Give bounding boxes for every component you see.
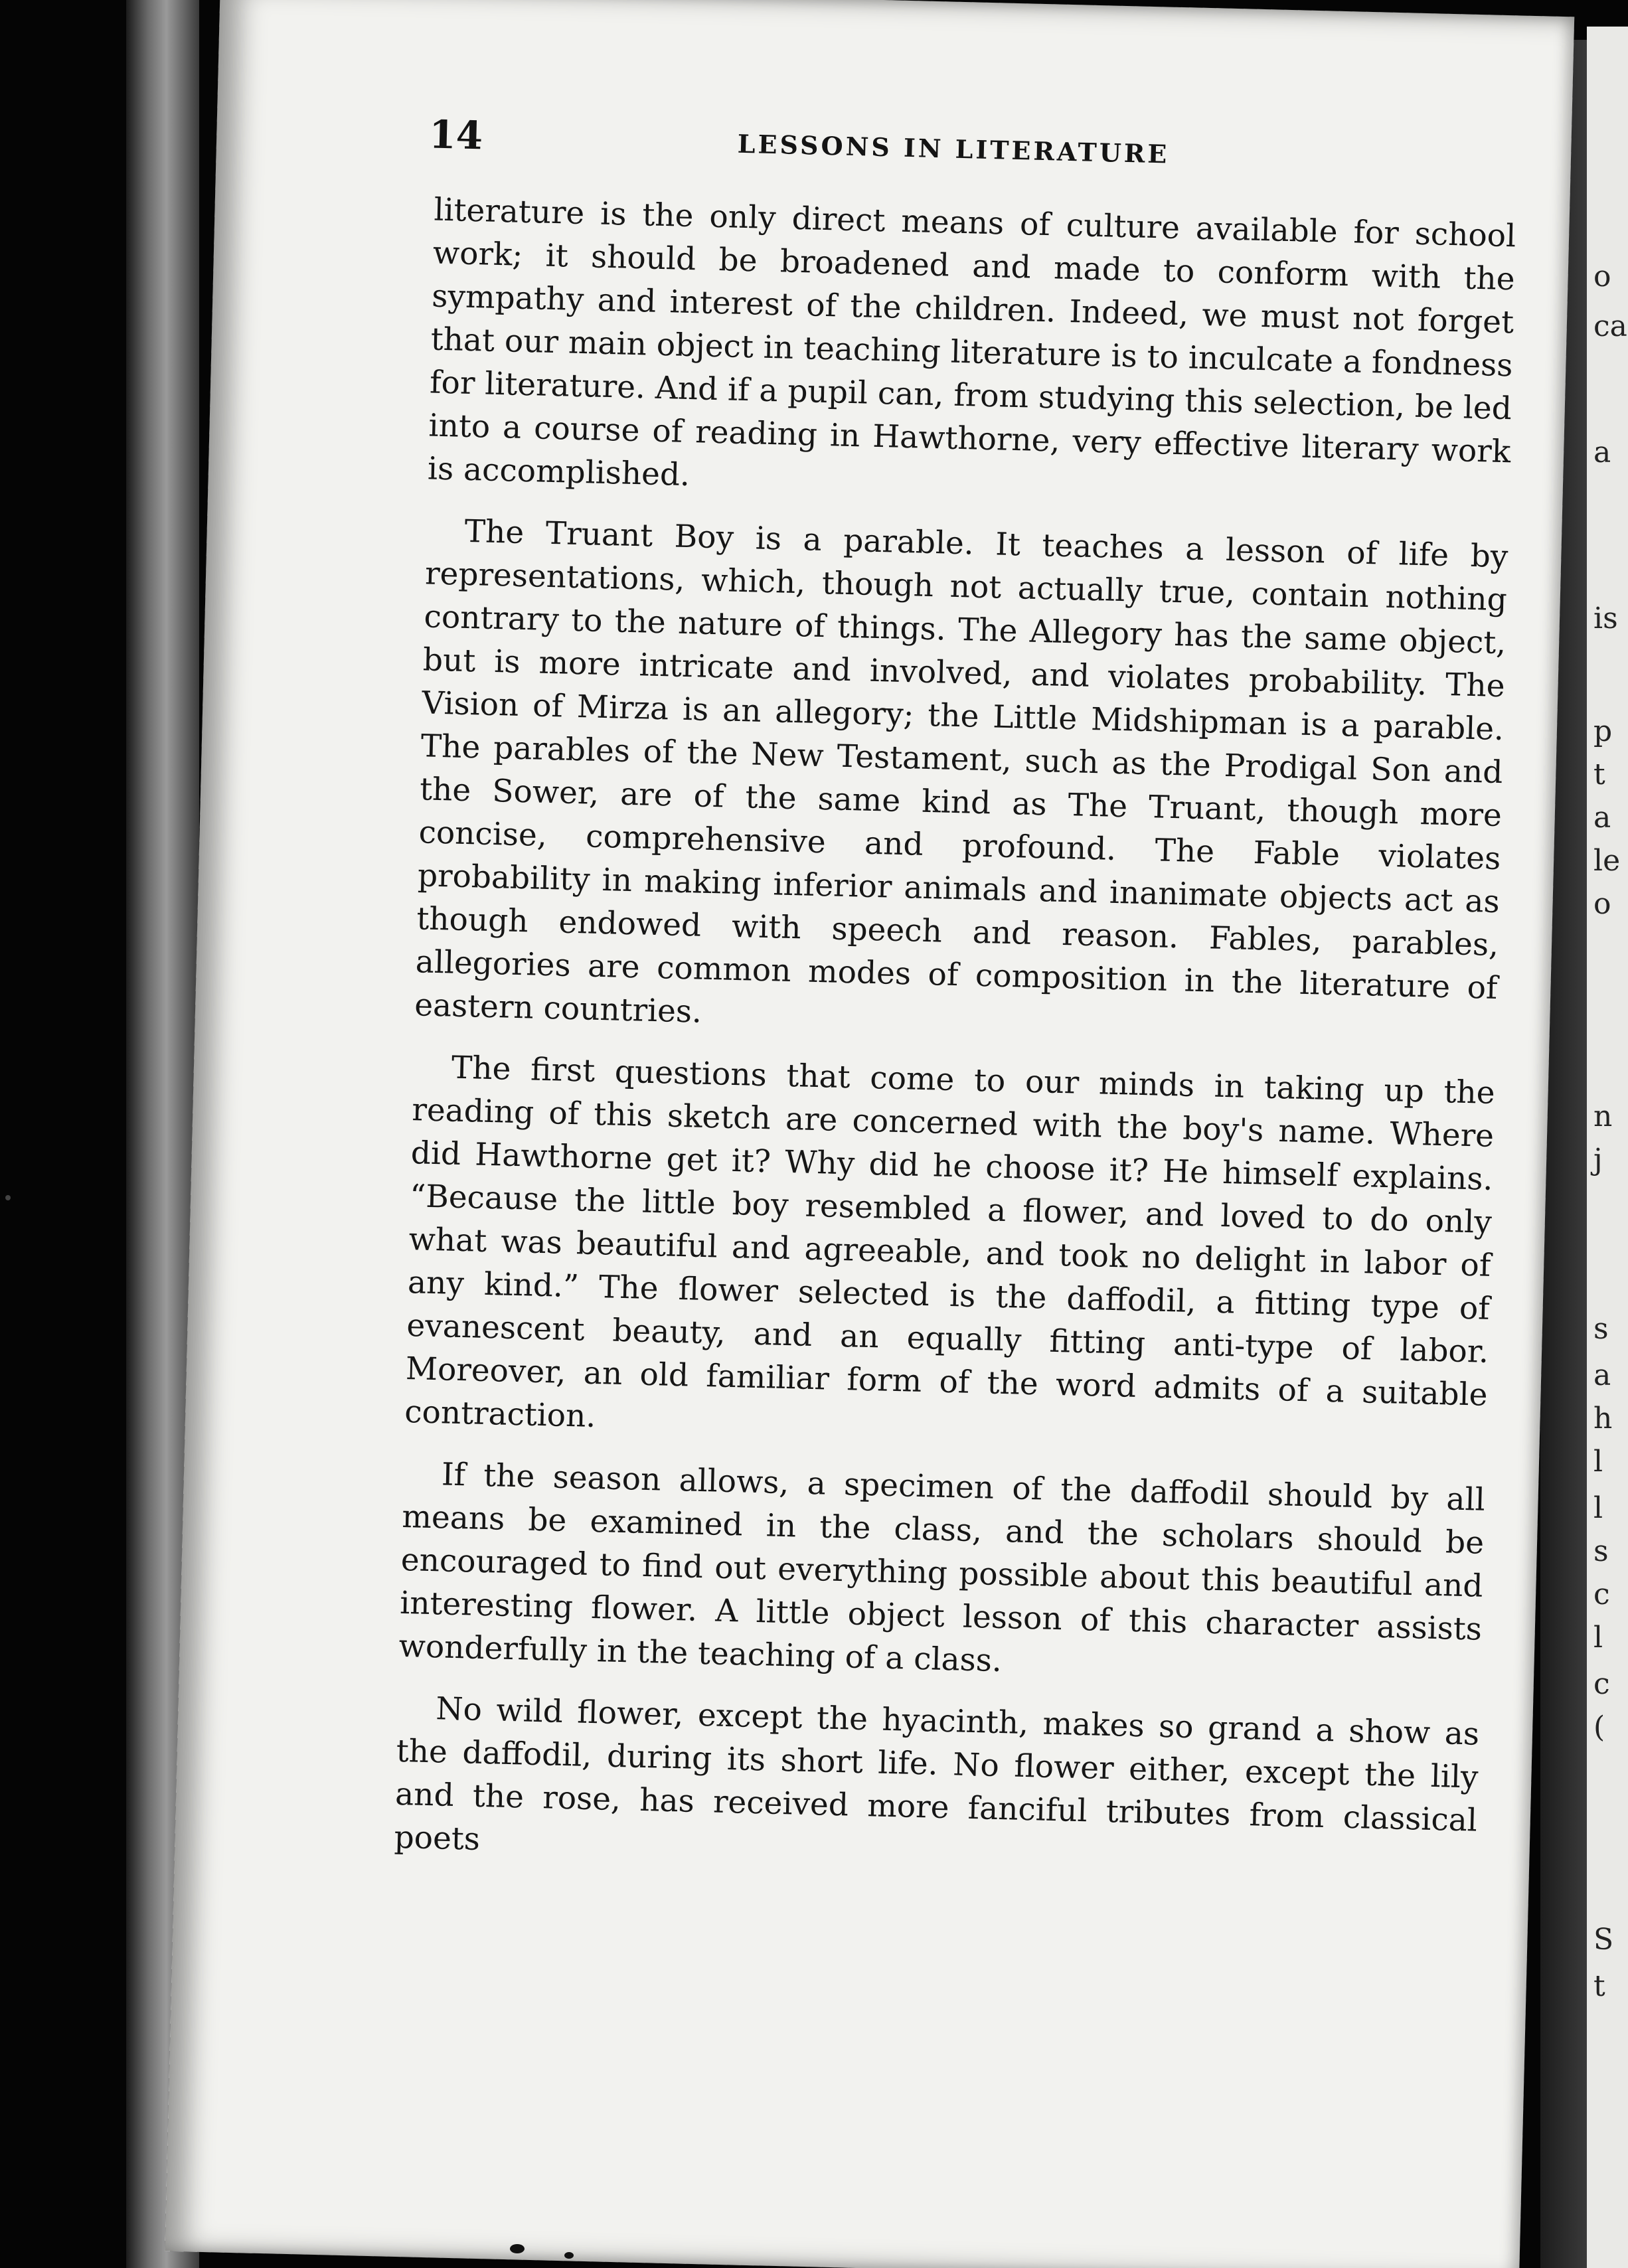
facing-page-fragment: l [1593,1621,1603,1655]
facing-page-fragment: h [1593,1402,1613,1435]
facing-page-fragment: s [1593,1534,1609,1568]
facing-page-fragment: a [1593,436,1611,469]
paragraph: literature is the only direct means of culture available for school work; it should be broadened and made to conform with the sympathy and interest of the children. Indeed, we must not forget that our main object in teaching literature is to inculcate a fondness for literature. And if a pupil can, from studying this selection, be led into a course of reading in Hawthorne, very effective literary work is accomplished. [427,191,1516,494]
facing-page-fragment: t [1593,758,1605,791]
scan-speck [5,1195,11,1200]
scan-speck [510,2244,525,2253]
facing-page-fragment: c [1593,1667,1610,1701]
facing-page-fragment: ca [1593,309,1627,343]
paragraph: The first questions that come to our minds in taking up the reading of this sketch are concerned with the boy's name. Where did Hawthorne get it? Why did he choose it? He himself explains. “Because the little boy resembled a flower, and loved to do only what was beautiful and agreeable, and took no delight in labor of any kind.” The flower selected is the daffodil, a fitting type of evanescent beauty, and an equally fitting anti-type of labor. Moreover, an old familiar form of the word admits of a suitable contraction. [404,1049,1496,1435]
facing-page-fragment: o [1593,887,1611,921]
facing-page-fragment: a [1593,1358,1611,1392]
scan-speck [564,2252,574,2259]
paragraph: The Truant Boy is a parable. It teaches a lesson of life by representations, which, though not actually true, contain nothing contrary to the nature of things. The Allegory has the same object, but is more intricate and involved, and violates probability. The Vision of Mirza is an allegory; the Little Midshipman is a parable. The parables of the New Testament, such as the Prodigal Son and the Sower, are of the same kind as The Truant, though more concise, comprehensive and profound. The Fable violates probability in making inferior animals and inanimate objects act as though endowed with speech and reason. Fables, parables, allegories are common modes of composition in the literature of eastern countries. [414,513,1509,1030]
facing-page-fragment: t [1593,1969,1605,2003]
facing-page-fragment: le [1593,844,1621,878]
facing-page-fragment: a [1593,801,1611,835]
body-text [393,189,1516,1904]
facing-page-fragment: S [1593,1923,1614,1957]
facing-page-fragment: ( [1593,1710,1605,1744]
running-title: LESSONS IN LITERATURE [737,128,1170,169]
paragraph: If the season allows, a specimen of the daffodil should by all means be examined in the class, and the scholars should be encouraged to find out everything possible about this beautiful and interesting flower. A little object lesson of this character assists wonderfully in the teaching of a class. [398,1456,1486,1680]
facing-page-fragment: p [1593,714,1613,748]
facing-page-fragment: n [1593,1099,1613,1133]
facing-page-fragment: c [1593,1578,1610,1611]
facing-page-edge [1587,27,1628,2268]
running-head [429,112,1399,182]
facing-page-fragment: s [1593,1312,1609,1346]
paragraph: No wild flower, except the hyacinth, makes so grand a show as the daffodil, during its short life. No flower either, except the lily and the rose, has received more fanciful tributes from classical poets [394,1690,1480,1858]
book-page [165,0,1574,2268]
facing-page-fragment: l [1593,1491,1603,1525]
facing-page-fragment: is [1593,602,1618,635]
facing-page-fragment: j [1593,1143,1603,1176]
facing-page-fragment: o [1593,260,1611,293]
facing-page-fragment: l [1593,1445,1603,1479]
page-number: 14 [428,112,483,159]
